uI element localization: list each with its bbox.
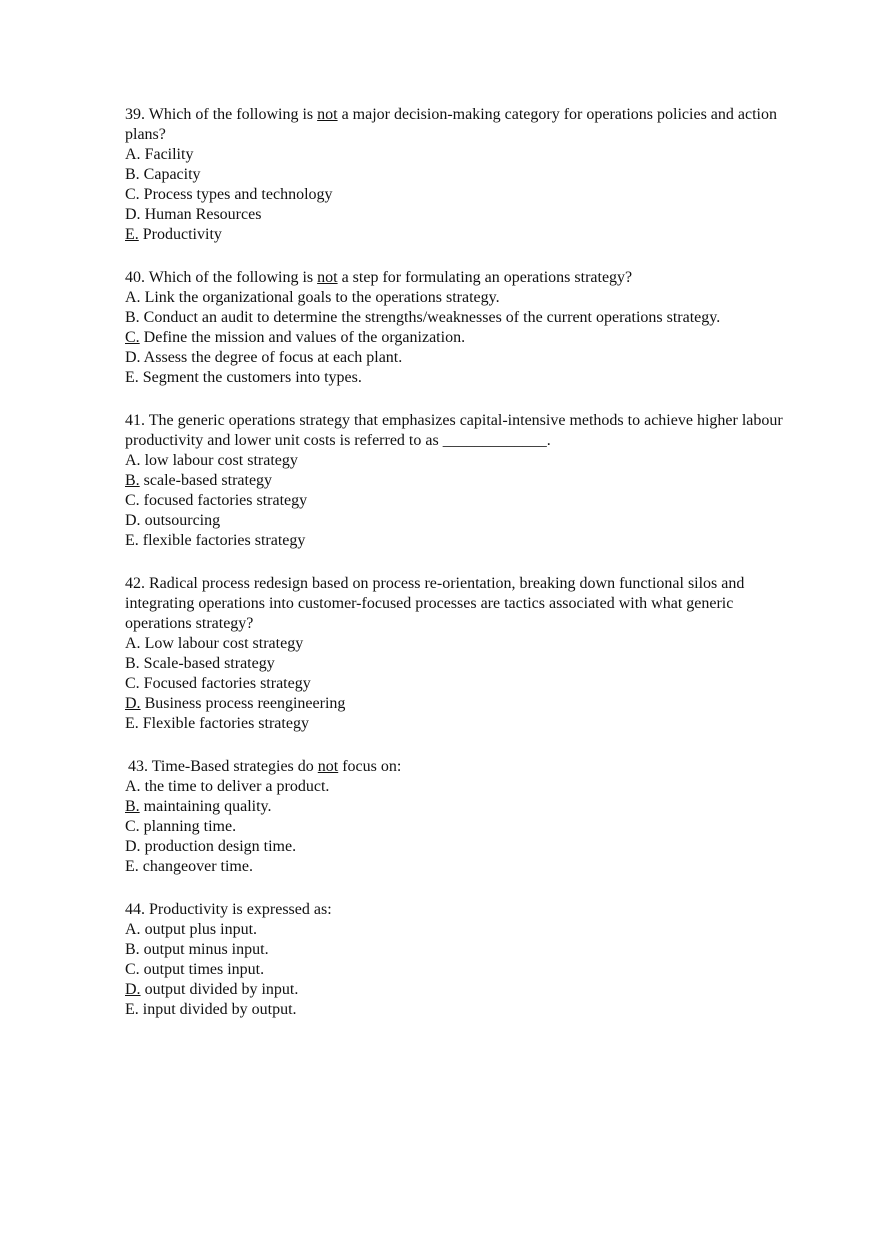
- option-e: E. flexible factories strategy: [125, 532, 306, 549]
- option-b: B. Scale-based strategy: [125, 655, 275, 672]
- option-a: A. output plus input.: [125, 921, 258, 938]
- emphasis-not: not: [317, 106, 338, 123]
- option-d: D. Human Resources: [125, 206, 262, 223]
- option-b: B. output minus input.: [125, 941, 269, 958]
- question-stem: 39. Which of the following is not a major decision-making category for operations policies and action plans?: [125, 106, 777, 143]
- option-d-answer: D. output divided by input.: [125, 981, 299, 998]
- option-b: B. Capacity: [125, 166, 201, 183]
- option-d-answer: D. Business process reengineering: [125, 695, 346, 712]
- answer-marker: B.: [125, 798, 140, 815]
- question-stem: 41. The generic operations strategy that emphasizes capital-intensive methods to achieve higher labour productivity and lower unit costs is referred to as _____________.: [125, 412, 783, 449]
- option-a: A. Facility: [125, 146, 194, 163]
- option-e: E. input divided by output.: [125, 1001, 297, 1018]
- option-c: C. output times input.: [125, 961, 265, 978]
- question-41: [125, 411, 785, 551]
- option-b-answer: B. maintaining quality.: [125, 798, 272, 815]
- question-42: [125, 574, 785, 734]
- answer-marker: C.: [125, 329, 140, 346]
- answer-marker: D.: [125, 981, 141, 998]
- question-43: [125, 757, 785, 877]
- question-stem: 43. Time-Based strategies do not focus on:: [128, 758, 402, 775]
- answer-marker: E.: [125, 226, 139, 243]
- option-d: D. outsourcing: [125, 512, 221, 529]
- option-b: B. Conduct an audit to determine the strengths/weaknesses of the current operations strategy.: [125, 309, 721, 326]
- option-d: D. production design time.: [125, 838, 297, 855]
- option-b-answer: B. scale-based strategy: [125, 472, 273, 489]
- option-a: A. Low labour cost strategy: [125, 635, 304, 652]
- emphasis-not: not: [317, 758, 339, 775]
- question-44: [125, 900, 785, 1020]
- question-stem: 40. Which of the following is not a step for formulating an operations strategy?: [125, 269, 633, 286]
- option-c: C. Process types and technology: [125, 186, 333, 203]
- question-stem: 44. Productivity is expressed as:: [125, 901, 332, 918]
- answer-marker: B.: [125, 472, 140, 489]
- option-e: E. Flexible factories strategy: [125, 715, 309, 732]
- option-a: A. Link the organizational goals to the operations strategy.: [125, 289, 500, 306]
- question-40: [125, 268, 785, 388]
- option-d: D. Assess the degree of focus at each plant.: [125, 349, 403, 366]
- question-39: [125, 105, 785, 245]
- answer-marker: D.: [125, 695, 141, 712]
- option-e: E. changeover time.: [125, 858, 253, 875]
- question-stem: 42. Radical process redesign based on process re-orientation, breaking down functional silos and integrating operations into customer-focused processes are tactics associated with what generic operations strategy?: [125, 575, 745, 632]
- option-c: C. focused factories strategy: [125, 492, 308, 509]
- option-e: E. Segment the customers into types.: [125, 369, 362, 386]
- emphasis-not: not: [317, 269, 338, 286]
- document-page: [125, 105, 785, 1043]
- option-e-answer: E. Productivity: [125, 226, 222, 243]
- option-c-answer: C. Define the mission and values of the organization.: [125, 329, 466, 346]
- option-a: A. low labour cost strategy: [125, 452, 298, 469]
- option-c: C. Focused factories strategy: [125, 675, 311, 692]
- option-a: A. the time to deliver a product.: [125, 778, 330, 795]
- option-c: C. planning time.: [125, 818, 237, 835]
